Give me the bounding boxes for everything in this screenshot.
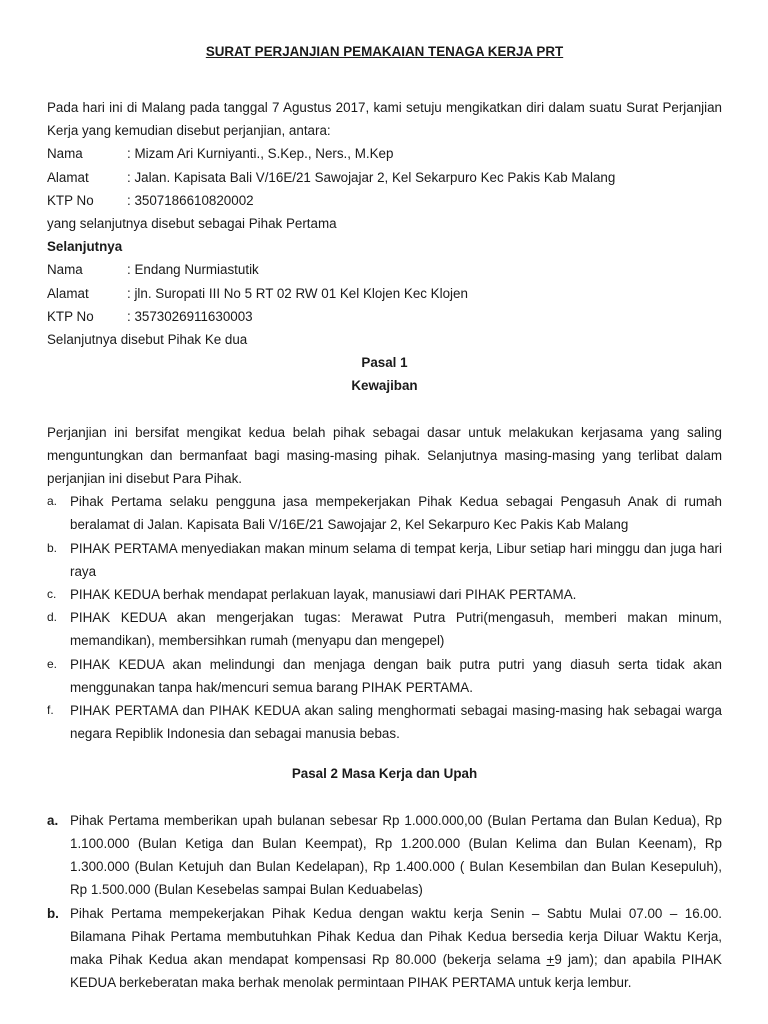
field-value: : 3507186610820002 xyxy=(127,192,254,208)
field-value: : Mizam Ari Kurniyanti., S.Kep., Ners., M.Kep xyxy=(127,146,394,162)
field-label: Alamat xyxy=(47,285,89,301)
field-label: KTP No xyxy=(47,192,94,208)
list-text: PIHAK KEDUA akan melindungi dan menjaga dengan baik putra putri yang diasuh serta tidak akan menggunakan tanpa hak/mencuri semua barang PIHAK PERTAMA. xyxy=(70,656,722,695)
pasal1-heading: Pasal 1 xyxy=(361,355,408,371)
plus-minus-sign: + xyxy=(546,951,555,967)
party1-block xyxy=(47,142,722,235)
selanjutnya-heading: Selanjutnya xyxy=(47,239,123,255)
field-value: : jln. Suropati III No 5 RT 02 RW 01 Kel Klojen Kec Klojen xyxy=(127,285,468,301)
list-marker: f. xyxy=(47,703,54,718)
pasal1-subheading: Kewajiban xyxy=(351,378,418,394)
pasal1-intro: Perjanjian ini bersifat mengikat kedua belah pihak sebagai dasar untuk melakukan kerjasama yang saling menguntungkan dan bermanfaat bagi masing-masing pihak. Selanjutnya masing-masing yang terlibat dalam perjanjian ini disebut Para Pihak. xyxy=(47,424,722,487)
field-label: KTP No xyxy=(47,308,94,324)
list-marker: a. xyxy=(47,494,58,509)
field-value: : Jalan. Kapisata Bali V/16E/21 Sawojajar 2, Kel Sekarpuro Kec Pakis Kab Malang xyxy=(127,169,616,185)
pasal1-list xyxy=(47,490,722,745)
list-text: PIHAK PERTAMA menyediakan makan minum selama di tempat kerja, Libur setiap hari minggu dan juga hari raya xyxy=(70,540,722,579)
list-text: Pihak Pertama memberikan upah bulanan sebesar Rp 1.000.000,00 (Bulan Pertama dan Bulan Kedua), Rp 1.100.000 (Bulan Ketiga dan Bulan Keempat), Rp 1.200.000 (Bulan Kelima dan Bulan Keenam), Rp 1.300.000 (Bulan Ketujuh dan Bulan Kedelapan), Rp 1.400.000 ( Bulan Kesembilan dan Bulan Kesepuluh), Rp 1.500.000 (Bulan Kesebelas sampai Bulan Keduabelas) xyxy=(70,812,722,898)
party2-closing: Selanjutnya disebut Pihak Ke dua xyxy=(47,332,248,348)
pasal2-list xyxy=(47,809,722,995)
spacer xyxy=(47,398,722,421)
list-item xyxy=(47,490,722,536)
list-item xyxy=(47,653,722,699)
list-marker: a. xyxy=(47,812,59,828)
list-text xyxy=(70,902,722,995)
list-item xyxy=(47,809,722,902)
field-value: : Endang Nurmiastutik xyxy=(127,262,259,278)
list-text-part: 9 jam); dan apabila PIHAK KEDUA berkeberatan maka berhak menolak permintaan PIHAK PERTAMA untuk kerja lembur. xyxy=(70,951,722,991)
list-text: PIHAK KEDUA akan mengerjakan tugas: Merawat Putra Putri(mengasuh, memberi makan minum, memandikan), membersihkan rumah (menyapu dan mengepel) xyxy=(70,610,722,649)
field-label: Nama xyxy=(47,262,83,278)
party2-row-ktp xyxy=(47,305,722,328)
list-marker: b. xyxy=(47,905,59,921)
party2-row-name xyxy=(47,258,722,281)
list-marker: c. xyxy=(47,587,57,602)
list-item xyxy=(47,606,722,652)
list-item xyxy=(47,902,722,995)
party1-row-address xyxy=(47,166,722,189)
list-item xyxy=(47,583,722,606)
party2-block xyxy=(47,258,722,351)
party1-row-name xyxy=(47,142,722,165)
list-text: PIHAK KEDUA berhak mendapat perlakuan layak, manusiawi dari PIHAK PERTAMA. xyxy=(70,587,577,603)
list-text: PIHAK PERTAMA dan PIHAK KEDUA akan saling menghormati sebagai masing-masing hak sebagai warga negara Repiblik Indonesia dan sebagai manusia bebas. xyxy=(70,703,722,742)
field-value: : 3573026911630003 xyxy=(127,308,253,324)
list-marker: b. xyxy=(47,540,58,555)
intro-paragraph: Pada hari ini di Malang pada tanggal 7 Agustus 2017, kami setuju mengikatkan diri dalam suatu Surat Perjanjian Kerja yang kemudian disebut perjanjian, antara: xyxy=(47,100,722,139)
pasal2-heading: Pasal 2 Masa Kerja dan Upah xyxy=(291,766,478,782)
spacer xyxy=(47,786,722,809)
party1-closing: yang selanjutnya disebut sebagai Pihak Pertama xyxy=(47,216,337,232)
field-label: Alamat xyxy=(47,169,89,185)
list-marker: e. xyxy=(47,656,58,671)
field-label: Nama xyxy=(47,146,83,162)
party1-row-ktp xyxy=(47,189,722,212)
list-marker: d. xyxy=(47,610,58,625)
list-item xyxy=(47,537,722,583)
list-text-part: Pihak Pertama mempekerjakan Pihak Kedua dengan waktu kerja Senin – Sabtu Mulai 07.00 – 16.00. Bilamana Pihak Pertama membutuhkan Pihak Kedua dan Pihak Kedua bersedia kerja Diluar Waktu Kerja, maka Pihak Kedua akan mendapat kompensasi Rp 80.000 (bekerja selama xyxy=(70,905,722,967)
document-title: SURAT PERJANJIAN PEMAKAIAN TENAGA KERJA PRT xyxy=(205,44,564,59)
party2-row-address xyxy=(47,282,722,305)
list-item xyxy=(47,699,722,745)
list-text: Pihak Pertama selaku pengguna jasa mempekerjakan Pihak Kedua sebagai Pengasuh Anak di rumah beralamat di Jalan. Kapisata Bali V/16E/21 Sawojajar 2, Kel Sekarpuro Kec Pakis Kab Malang xyxy=(70,494,722,533)
